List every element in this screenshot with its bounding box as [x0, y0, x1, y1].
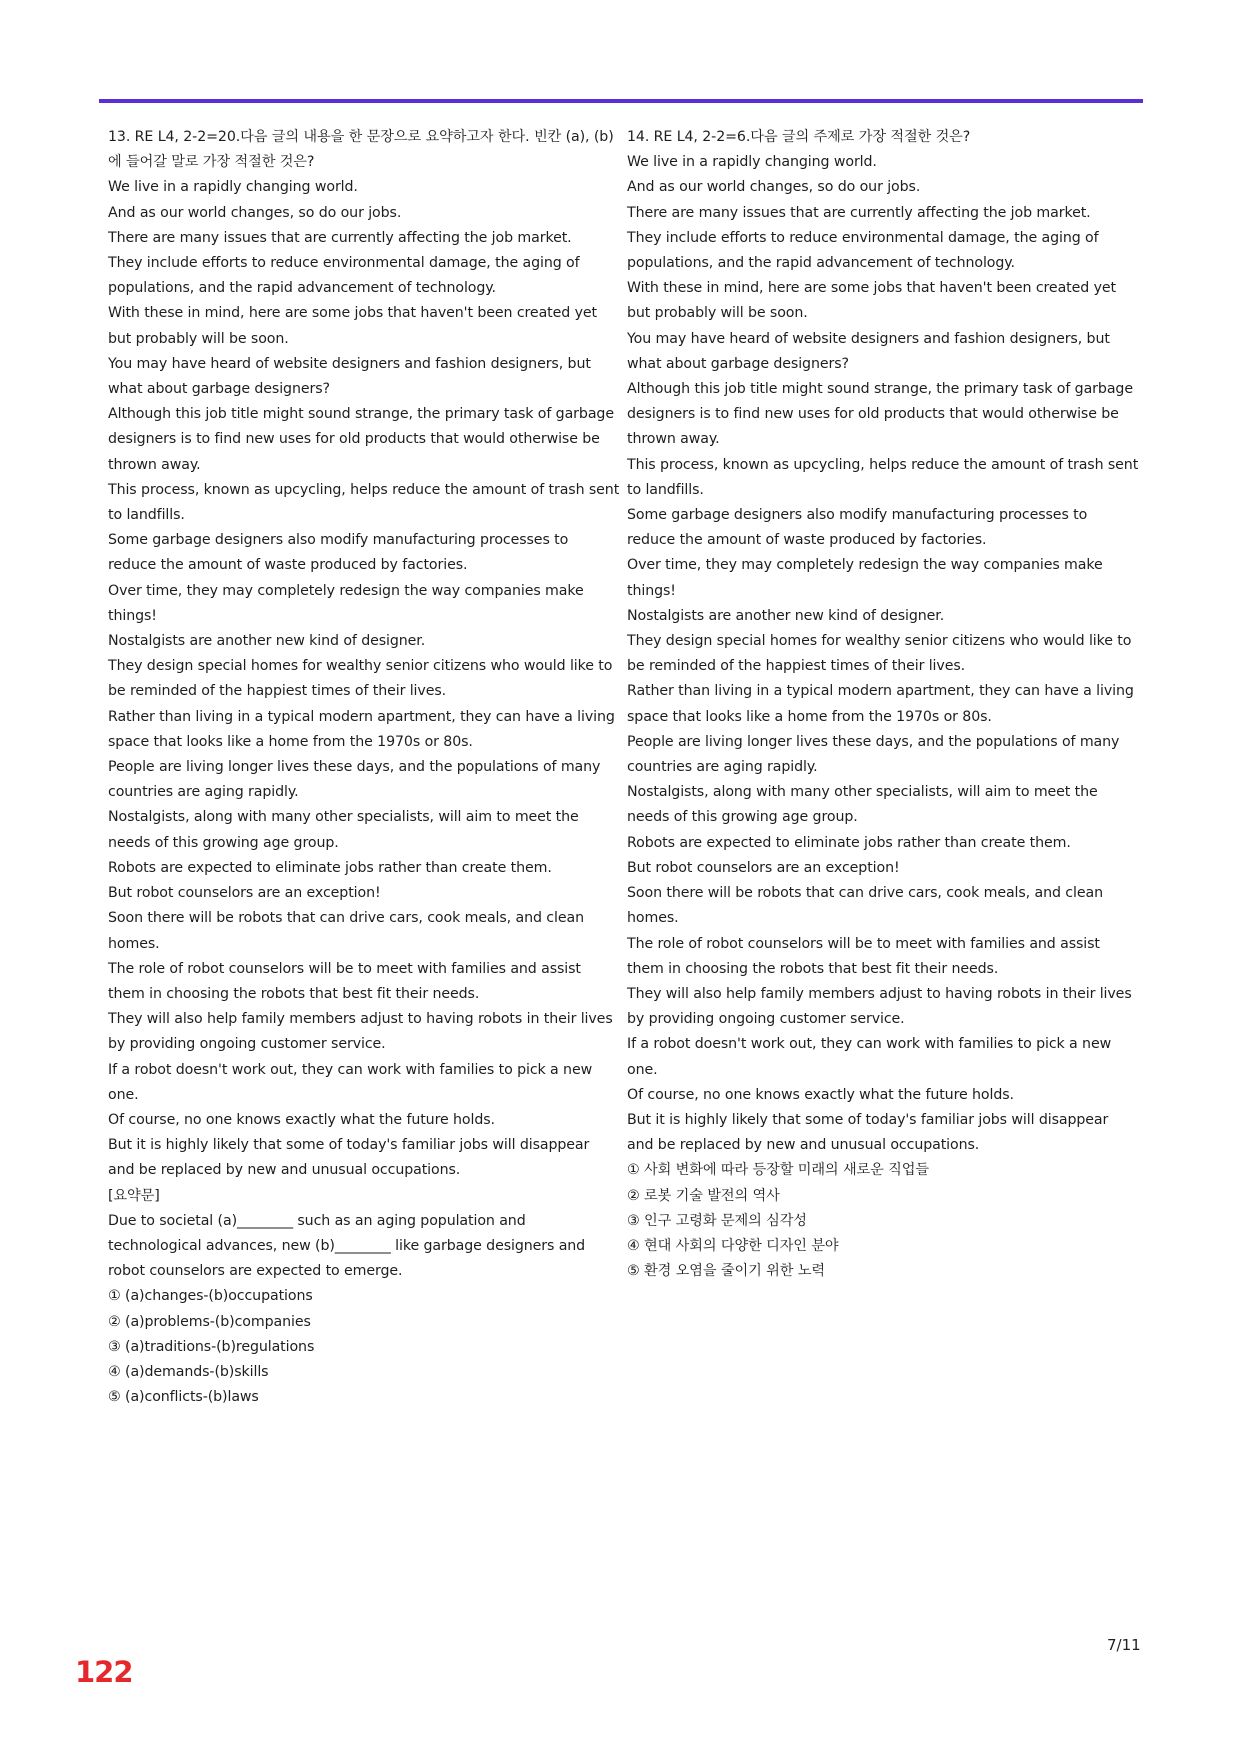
question-13-choices	[108, 1284, 620, 1410]
passage-sentence: Although this job title might sound strange, the primary task of garbage designers is to find new uses for old products that would otherwise be thrown away.	[627, 381, 1133, 448]
passage-sentence: They include efforts to reduce environmental damage, the aging of populations, and the rapid advancement of technology.	[627, 229, 1099, 272]
passage-sentence: You may have heard of website designers and fashion designers, but what about garbage designers?	[627, 330, 1110, 372]
passage-sentence: People are living longer lives these days, and the populations of many countries are aging rapidly.	[627, 733, 1120, 776]
passage-sentence: Over time, they may completely redesign the way companies make things!	[108, 582, 584, 624]
summary-label: [요약문]	[108, 1187, 160, 1204]
answer-choice: ⑤ (a)conflicts-(b)laws	[108, 1389, 259, 1406]
answer-choice: ② (a)problems-(b)companies	[108, 1313, 311, 1330]
answer-choice: ③ (a)traditions-(b)regulations	[108, 1338, 315, 1355]
passage-sentence: Soon there will be robots that can drive cars, cook meals, and clean homes.	[627, 885, 1103, 927]
page-indicator: 7/11	[1107, 1636, 1141, 1654]
passage-sentence: The role of robot counselors will be to meet with families and assist them in choosing the robots that best fit their needs.	[627, 935, 1100, 977]
passage-sentence: But robot counselors are an exception!	[108, 885, 381, 902]
passage-sentence: And as our world changes, so do our jobs.	[627, 179, 921, 196]
passage-sentence: Rather than living in a typical modern apartment, they can have a living space that looks like a home from the 1970s or 80s.	[627, 683, 1134, 725]
passage-sentence: Nostalgists are another new kind of designer.	[108, 633, 426, 650]
passage-sentence: But it is highly likely that some of today's familiar jobs will disappear and be replaced by new and unusual occupations.	[627, 1111, 1109, 1154]
passage-sentence: Some garbage designers also modify manufacturing processes to reduce the amount of waste produced by factories.	[108, 532, 569, 574]
passage-sentence: With these in mind, here are some jobs that haven't been created yet but probably will be soon.	[627, 280, 1116, 322]
passage-sentence: They design special homes for wealthy senior citizens who would like to be reminded of the happiest times of their lives.	[627, 633, 1132, 675]
passage-sentence: Some garbage designers also modify manufacturing processes to reduce the amount of waste produced by factories.	[627, 507, 1088, 549]
passage-sentence: They will also help family members adjust to having robots in their lives by providing ongoing customer service.	[627, 985, 1132, 1028]
passage-sentence: Of course, no one knows exactly what the future holds.	[108, 1111, 495, 1128]
passage-sentence: They will also help family members adjust to having robots in their lives by providing ongoing customer service.	[108, 1011, 613, 1053]
passage-sentence: And as our world changes, so do our jobs.	[108, 204, 402, 221]
question-14-choices	[627, 1158, 1139, 1284]
passage-sentence: Nostalgists are another new kind of designer.	[627, 607, 945, 624]
passage-sentence: This process, known as upcycling, helps reduce the amount of trash sent to landfills.	[108, 481, 620, 524]
passage-sentence: Nostalgists, along with many other specialists, will aim to meet the needs of this growing age group.	[627, 784, 1098, 826]
question-13	[108, 125, 620, 1410]
passage-sentence: But it is highly likely that some of today's familiar jobs will disappear and be replaced by new and unusual occupations.	[108, 1137, 590, 1179]
passage-sentence: People are living longer lives these days, and the populations of many countries are aging rapidly.	[108, 759, 601, 801]
answer-choice: ③ 인구 고령화 문제의 심각성	[627, 1212, 807, 1229]
passage-sentence: They include efforts to reduce environmental damage, the aging of populations, and the rapid advancement of technology.	[108, 255, 580, 297]
answer-choice: ② 로봇 기술 발전의 역사	[627, 1187, 780, 1204]
answer-choice: ① (a)changes-(b)occupations	[108, 1288, 313, 1305]
book-page-number: 122	[75, 1655, 133, 1689]
passage-sentence: Of course, no one knows exactly what the future holds.	[627, 1086, 1014, 1103]
passage-sentence: Robots are expected to eliminate jobs rather than create them.	[627, 834, 1071, 851]
passage-sentence: Robots are expected to eliminate jobs rather than create them.	[108, 859, 552, 876]
answer-choice: ⑤ 환경 오염을 줄이기 위한 노력	[627, 1263, 825, 1280]
header-divider	[99, 99, 1143, 103]
passage-sentence: This process, known as upcycling, helps reduce the amount of trash sent to landfills.	[627, 456, 1139, 498]
question-14-header: 14. RE L4, 2-2=6.다음 글의 주제로 가장 적절한 것은?	[627, 129, 971, 145]
passage-sentence: But robot counselors are an exception!	[627, 859, 900, 876]
answer-choice: ④ (a)demands-(b)skills	[108, 1363, 269, 1380]
passage-sentence: Soon there will be robots that can drive cars, cook meals, and clean homes.	[108, 910, 584, 952]
passage-sentence: Nostalgists, along with many other specialists, will aim to meet the needs of this growing age group.	[108, 809, 579, 851]
passage-sentence: Over time, they may completely redesign the way companies make things!	[627, 557, 1103, 599]
passage-sentence: If a robot doesn't work out, they can work with families to pick a new one.	[108, 1061, 593, 1103]
passage-sentence: Rather than living in a typical modern apartment, they can have a living space that looks like a home from the 1970s or 80s.	[108, 708, 615, 750]
question-13-header: 13. RE L4, 2-2=20.다음 글의 내용을 한 문장으로 요약하고자 한다. 빈칸 (a), (b)에 들어갈 말로 가장 적절한 것은?	[108, 129, 614, 171]
summary-sentence: Due to societal (a)________ such as an aging population and technological advances, new (b)________ like garbage designers and robot counselors are expected to emerge.	[108, 1212, 586, 1280]
question-14	[627, 125, 1139, 1284]
question-13-passage	[108, 175, 620, 1183]
answer-choice: ④ 현대 사회의 다양한 디자인 분야	[627, 1237, 839, 1254]
passage-sentence: If a robot doesn't work out, they can work with families to pick a new one.	[627, 1036, 1112, 1078]
answer-choice: ① 사회 변화에 따라 등장할 미래의 새로운 직업들	[627, 1162, 929, 1179]
passage-sentence: With these in mind, here are some jobs that haven't been created yet but probably will be soon.	[108, 305, 597, 347]
passage-sentence: We live in a rapidly changing world.	[627, 154, 877, 171]
passage-sentence: There are many issues that are currently affecting the job market.	[627, 204, 1091, 221]
passage-sentence: They design special homes for wealthy senior citizens who would like to be reminded of the happiest times of their lives.	[108, 658, 613, 700]
passage-sentence: You may have heard of website designers and fashion designers, but what about garbage designers?	[108, 355, 591, 398]
passage-sentence: We live in a rapidly changing world.	[108, 179, 358, 196]
question-14-passage	[627, 150, 1139, 1158]
passage-sentence: There are many issues that are currently affecting the job market.	[108, 229, 572, 246]
passage-sentence: Although this job title might sound strange, the primary task of garbage designers is to find new uses for old products that would otherwise be thrown away.	[108, 406, 614, 473]
passage-sentence: The role of robot counselors will be to meet with families and assist them in choosing the robots that best fit their needs.	[108, 960, 581, 1002]
